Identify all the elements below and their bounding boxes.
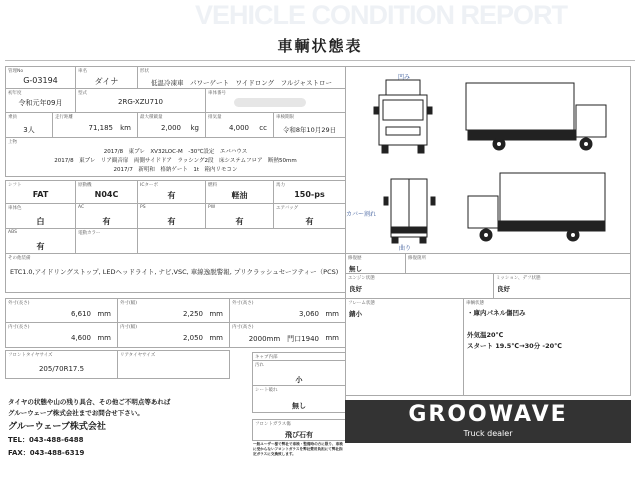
mileage: 71,185 bbox=[88, 124, 113, 132]
outer-height: 3,060 bbox=[298, 310, 319, 318]
displacement-cell bbox=[205, 112, 274, 138]
car-name: ダイナ bbox=[94, 77, 119, 86]
fax: FAX：043-488-6319 bbox=[8, 449, 85, 457]
power: 150-ps bbox=[294, 190, 325, 199]
label: 外寸(高さ) bbox=[232, 301, 254, 306]
label: ミッション、デフ状態 bbox=[496, 276, 541, 281]
brand-tagline: Truck dealer bbox=[463, 429, 513, 438]
truck-left-side-view-icon bbox=[466, 83, 606, 150]
label: その他装備 bbox=[8, 256, 31, 261]
label: 汚れ bbox=[255, 363, 264, 368]
unit: cc bbox=[259, 124, 267, 132]
label: 燃料 bbox=[208, 183, 217, 188]
max-load-cell bbox=[137, 112, 206, 138]
pw-cell bbox=[205, 203, 274, 229]
glass-cell bbox=[252, 419, 346, 441]
truck-diagram bbox=[346, 67, 630, 253]
rear-tire-cell bbox=[117, 350, 230, 379]
dirt-cell bbox=[252, 360, 346, 386]
repair-place-cell bbox=[405, 253, 631, 274]
state-line: 外気温20℃ bbox=[467, 331, 504, 339]
label: 上物 bbox=[8, 140, 17, 145]
turbo-cell bbox=[137, 180, 206, 204]
fuel-cell bbox=[205, 180, 274, 204]
equipment-cell bbox=[5, 253, 346, 293]
outer-width: 2,250 bbox=[182, 310, 203, 318]
watermark: VEHICLE CONDITION REPORT bbox=[195, 0, 568, 30]
model-cell bbox=[75, 88, 206, 113]
inner-height-cell bbox=[229, 322, 346, 348]
first-year-cell bbox=[5, 88, 76, 113]
airbag: 有 bbox=[305, 217, 314, 226]
first-year: 令和元年09月 bbox=[18, 99, 63, 107]
redacted-chassis-number bbox=[234, 98, 306, 107]
label: 車体色 bbox=[8, 206, 22, 211]
label: 乗員 bbox=[8, 115, 17, 120]
damage-label-dent: 凹み bbox=[398, 74, 411, 81]
unit: mm bbox=[325, 334, 339, 342]
inner-width-cell bbox=[117, 322, 230, 348]
inspection-date: 令和8年10月29日 bbox=[282, 126, 337, 134]
displacement: 4,000 bbox=[228, 124, 249, 132]
car-name-cell bbox=[75, 66, 138, 89]
label: 車名 bbox=[78, 69, 87, 74]
equipment: ETC1.0,アイドリングストップ, LEDヘッドライト, ナビ,VSC, 車線逸脱警報, プリクラッシュセーフティー（PCS) bbox=[10, 268, 339, 276]
front-tire-cell bbox=[5, 350, 118, 379]
color-code-cell bbox=[75, 228, 138, 254]
brand-logo: GROOWAVE bbox=[408, 402, 568, 427]
state-line: スタート 19.5℃→30分 -20℃ bbox=[467, 342, 563, 350]
outer-height-cell bbox=[229, 298, 346, 323]
damage-diagram bbox=[345, 66, 631, 254]
inner-width: 2,050 bbox=[182, 334, 203, 342]
body-line: 2017/8 東プレ XV32LOC-M -30℃設定 エバハウス bbox=[103, 149, 248, 155]
airbag-cell bbox=[273, 203, 346, 229]
label: PW bbox=[208, 205, 216, 210]
label: 修復歴 bbox=[348, 256, 362, 261]
inner-height: 2000mm 門口1940 bbox=[248, 335, 319, 343]
brand-banner bbox=[345, 400, 631, 443]
front-tire-size: 205/70R17.5 bbox=[38, 365, 85, 373]
engine: N04C bbox=[94, 190, 119, 199]
label: 内寸(高さ) bbox=[232, 325, 254, 330]
label: 排気量 bbox=[208, 115, 222, 120]
label: キャブ内部 bbox=[255, 355, 278, 360]
state-line bbox=[467, 319, 562, 330]
contact-note: グルーウェーブ株式会社までお問合せ下さい。 bbox=[8, 409, 144, 417]
outer-length-cell bbox=[5, 298, 118, 323]
mission-state: 良好 bbox=[497, 285, 510, 293]
label: ABS bbox=[8, 230, 17, 235]
label: ICターボ bbox=[140, 183, 158, 188]
unit: km bbox=[120, 124, 131, 132]
damage-label-cover-crack: カバー割れ bbox=[346, 211, 377, 218]
repair-history: 無し bbox=[349, 265, 362, 273]
label: 車検期限 bbox=[276, 115, 294, 120]
max-load: 2,000 bbox=[160, 124, 181, 132]
label: 修復箇所 bbox=[408, 256, 426, 261]
body-cell bbox=[5, 137, 346, 177]
color: 白 bbox=[36, 217, 45, 226]
model: 2RG-XZU710 bbox=[118, 98, 163, 106]
label: 車輌状態 bbox=[466, 301, 484, 306]
ac-cell bbox=[75, 203, 138, 229]
label: 走行距離 bbox=[55, 115, 73, 120]
shift-cell bbox=[5, 180, 76, 204]
divider bbox=[5, 60, 635, 61]
label: 管理No bbox=[8, 69, 24, 74]
unit: mm bbox=[209, 334, 223, 342]
engine-cell bbox=[75, 180, 138, 204]
engine-state: 良好 bbox=[349, 285, 362, 293]
label: 馬力 bbox=[276, 183, 285, 188]
engine-state-cell bbox=[345, 273, 494, 299]
glass-note: 一般ユーザー様で弊社で車検・整備時の方に限り、車検に受からないフロントガラスを弊社費用負担にて弊社指定ガラスに交換致します。 bbox=[253, 442, 343, 456]
ps-cell bbox=[137, 203, 206, 229]
contact-note: タイヤの状態や山の残り具合、その他ご不明点等あれば bbox=[8, 398, 171, 406]
capacity: 3人 bbox=[23, 126, 35, 134]
chassis-cell bbox=[205, 88, 346, 113]
kanri-no-cell bbox=[5, 66, 76, 89]
label: エンジン状態 bbox=[348, 276, 375, 281]
body-line: 2017/8 東プレ リア観音扉 両側サイドドア ラッシング2段 床システムフロア 断熱50mm bbox=[54, 158, 297, 164]
truck-right-side-view-icon bbox=[468, 173, 605, 241]
label: 原動機 bbox=[78, 183, 92, 188]
inspection-cell bbox=[273, 112, 346, 138]
label: AC bbox=[78, 205, 85, 210]
unit: mm bbox=[97, 334, 111, 342]
vehicle-state-cell bbox=[463, 298, 631, 396]
glass-damage: 飛び石有 bbox=[285, 431, 313, 439]
unit: mm bbox=[209, 310, 223, 318]
vehicle-state-lines bbox=[467, 308, 562, 352]
label: リアタイヤサイズ bbox=[120, 353, 156, 358]
label: フロントタイヤサイズ bbox=[8, 353, 53, 358]
label: 最大積載量 bbox=[140, 115, 163, 120]
mileage-cell bbox=[52, 112, 138, 138]
truck-front-view-icon bbox=[374, 80, 432, 153]
seat-tear: 無し bbox=[292, 402, 306, 410]
unit: mm bbox=[325, 310, 339, 318]
page-title: 車輌状態表 bbox=[277, 37, 363, 55]
turbo: 有 bbox=[167, 191, 176, 200]
fuel: 軽油 bbox=[231, 191, 248, 200]
body-lines bbox=[6, 148, 345, 175]
label: 車体番号 bbox=[208, 91, 226, 96]
shift: FAT bbox=[32, 190, 49, 199]
label: エアバッグ bbox=[276, 206, 299, 211]
label: 電動カラー bbox=[78, 231, 101, 236]
body-line: 2017/7 新明和 格納ゲート 1t 箱内リモコン bbox=[113, 167, 238, 173]
label: 外寸(長さ) bbox=[8, 301, 30, 306]
ac: 有 bbox=[102, 217, 111, 226]
label: 内寸(長さ) bbox=[8, 325, 30, 330]
label: シート破れ bbox=[255, 388, 278, 393]
inner-length-cell bbox=[5, 322, 118, 348]
truck-rear-view-icon bbox=[384, 179, 435, 243]
abs-cell bbox=[5, 228, 76, 254]
repair-history-cell bbox=[345, 253, 406, 274]
label: 内寸(幅) bbox=[120, 325, 138, 330]
unit: kg bbox=[190, 124, 199, 132]
state-line: ・庫内パネル傷凹み bbox=[467, 309, 526, 317]
label: 形状 bbox=[140, 69, 149, 74]
outer-width-cell bbox=[117, 298, 230, 323]
label: 外寸(幅) bbox=[120, 301, 138, 306]
frame-state-cell bbox=[345, 298, 464, 396]
capacity-cell bbox=[5, 112, 53, 138]
damage-label-bend: 曲り bbox=[399, 245, 412, 252]
label: 初年度 bbox=[8, 91, 22, 96]
unit: mm bbox=[97, 310, 111, 318]
label: PS bbox=[140, 205, 146, 210]
inner-length: 4,600 bbox=[70, 334, 91, 342]
seat-cell bbox=[252, 385, 346, 413]
label: フロントガラス傷 bbox=[255, 422, 291, 427]
power-cell bbox=[273, 180, 346, 204]
mission-state-cell bbox=[493, 273, 631, 299]
label: フレーム状態 bbox=[348, 301, 375, 306]
dirt: 小 bbox=[295, 376, 303, 384]
ps: 有 bbox=[167, 217, 176, 226]
label: 型式 bbox=[78, 91, 87, 96]
phone: TEL：043-488-6488 bbox=[8, 436, 84, 444]
company-name: グルーウェーブ株式会社 bbox=[8, 422, 106, 432]
frame-state: 錆小 bbox=[349, 310, 362, 318]
pw: 有 bbox=[235, 217, 244, 226]
shape-cell bbox=[137, 66, 346, 89]
shape: 低温冷凍車 パワーゲート ワイドロング フルジャストロー bbox=[150, 79, 333, 87]
color-cell bbox=[5, 203, 76, 229]
outer-length: 6,610 bbox=[70, 310, 91, 318]
label: シフト bbox=[8, 183, 22, 188]
abs: 有 bbox=[36, 242, 45, 251]
kanri-no: G-03194 bbox=[23, 76, 58, 85]
